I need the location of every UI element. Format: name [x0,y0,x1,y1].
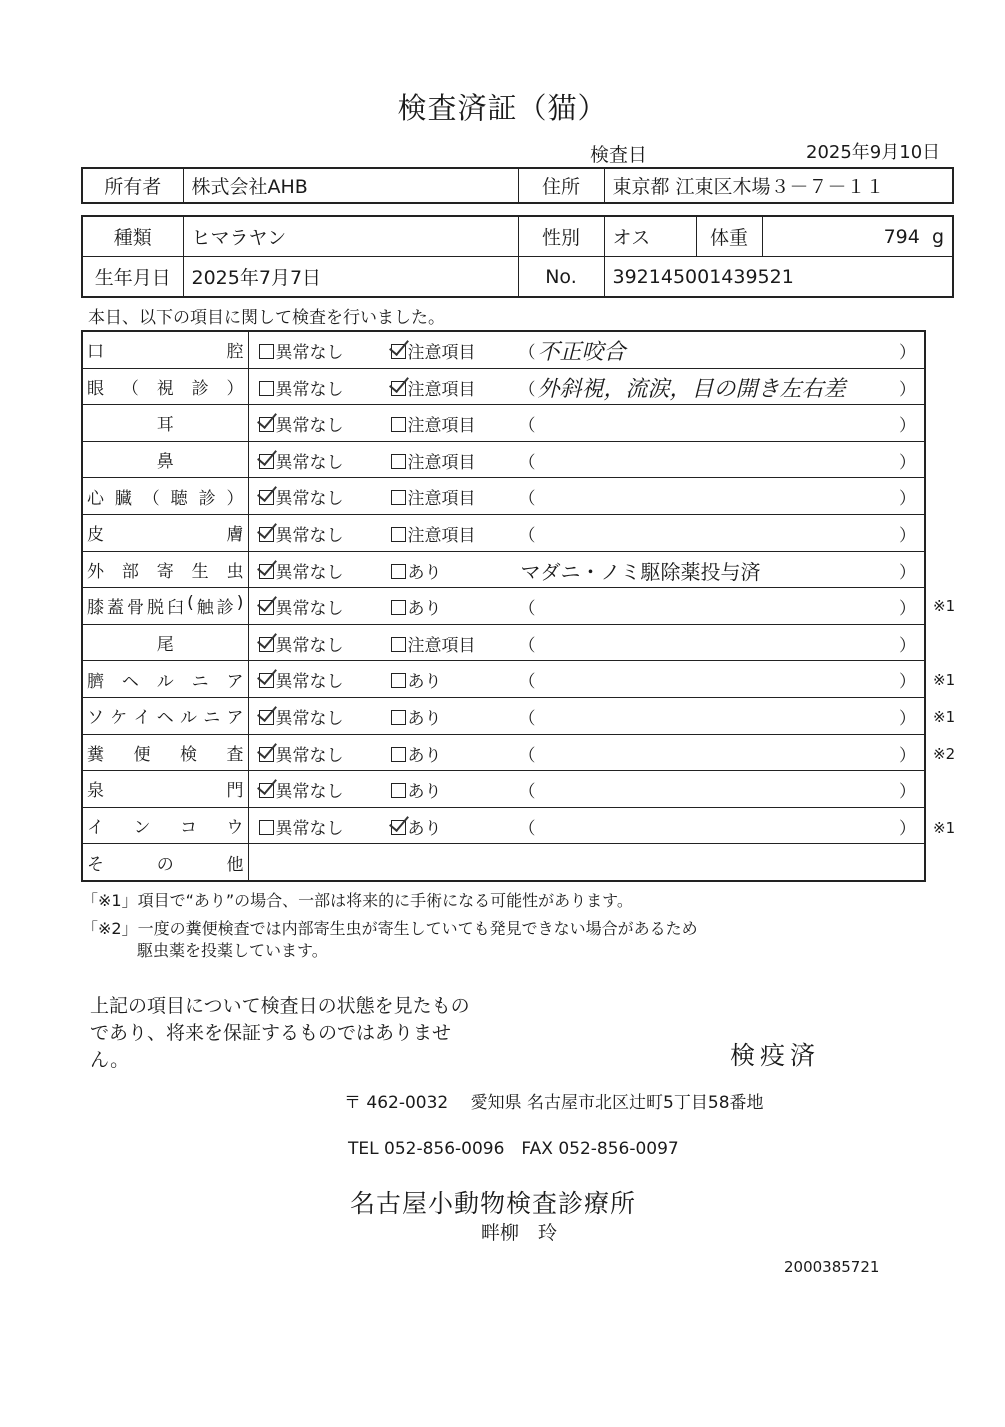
exam-item-char: 寄 [156,561,174,582]
exam-item-char: 診 [198,488,216,509]
note-paren-open: （ [518,708,536,729]
exam-item-char: ケ [110,708,128,729]
checked-checkbox-icon[interactable] [259,490,274,505]
note-paren-close: ） [899,343,916,363]
normal-option[interactable] [259,448,344,473]
exam-item-char: ） [226,378,244,399]
exam-item-label-cell [82,697,248,734]
exam-item-char: 耳 [156,415,174,436]
checked-checkbox-icon[interactable] [259,454,274,469]
note-paren-open: （ [518,672,536,693]
exam-row [82,368,925,405]
exam-item-char: イ [87,818,104,839]
checkbox-icon[interactable] [391,710,406,725]
note-paren-open: （ [518,416,536,437]
checkbox-icon[interactable] [391,490,406,505]
exam-row [82,405,925,442]
exam-note-handwritten: 外斜視，流涙，目の開き左右差 [537,376,846,402]
normal-option[interactable] [259,741,344,766]
sex-value: オス [604,216,696,257]
exam-note-handwritten: 不正咬合 [537,340,626,365]
exam-item-char: ニ [191,671,209,692]
note-paren-open: （ [518,343,536,363]
weight-unit: g [931,225,944,248]
exam-options-cell [248,771,925,808]
attention-option[interactable] [391,558,442,583]
no-value: 392145001439521 [604,257,953,298]
exam-item-char: 他 [226,854,244,875]
footnote-marker: ※1 [933,671,956,690]
note-paren-open: （ [518,745,536,766]
exam-item-label-cell [82,588,248,625]
exam-options-cell [248,368,925,405]
exam-item-label [87,593,244,618]
option-label: あり [407,782,442,803]
exam-item-char: 尾 [156,635,174,656]
exam-options-cell [248,478,925,515]
footnote-3: 駆虫薬を投薬しています。 [137,941,328,960]
exam-item-label [87,447,244,472]
clinic-address: 〒 462-0032 愛知県 名古屋市北区辻町5丁目58番地 [344,1093,764,1113]
checked-checkbox-icon[interactable] [259,600,274,615]
animal-table [81,215,954,298]
exam-item-label-cell [82,551,248,588]
exam-options-cell [248,734,925,771]
owner-table [81,167,954,204]
exam-item-char: ( [187,593,194,614]
breed-value: ヒマラヤン [183,216,518,257]
note-paren-close: ） [899,452,916,473]
exam-item-label-cell [82,405,248,442]
checked-checkbox-icon[interactable] [259,637,274,652]
weight-cell [762,216,953,257]
address-value: 東京都 江東区木場３－７－１１ [604,168,953,203]
exam-item-char: 診 [191,378,209,399]
address-label: 住所 [518,168,604,203]
certificate-number: 2000385721 [784,1258,880,1276]
exam-row [82,514,925,551]
dob-value: 2025年7月7日 [183,257,518,298]
exam-item-char: （ [142,488,160,509]
attention-option[interactable] [391,814,442,839]
exam-item-char: 門 [226,781,244,802]
option-label: 注意項目 [407,525,476,546]
exam-item-label-cell [82,734,248,771]
checked-checkbox-icon[interactable] [391,820,406,835]
option-label: 異常なし [275,708,344,729]
normal-option[interactable] [259,411,344,436]
exam-item-label [87,740,244,765]
footnote-marker: ※1 [933,597,956,616]
option-label: あり [407,599,442,620]
exam-item-label-cell [82,368,248,405]
checkbox-icon[interactable] [391,527,406,542]
exam-item-label [87,630,244,655]
option-label: 異常なし [275,745,344,766]
attention-option[interactable] [391,594,442,619]
note-paren-open: （ [518,782,536,803]
exam-row [82,624,925,661]
exam-item-char: ヘ [156,708,174,729]
footnote-marker: ※1 [933,708,956,726]
exam-item-char: ） [226,488,244,509]
checkbox-icon[interactable] [391,783,406,798]
exam-row [82,661,925,698]
exam-item-label [87,374,244,399]
note-paren-open: （ [518,489,536,510]
exam-options-cell [248,441,925,478]
exam-item-label [87,410,244,435]
option-label: 異常なし [275,343,344,363]
note-paren-open: （ [518,818,536,839]
exam-item-char: の [156,854,174,875]
exam-row [82,734,925,771]
exam-options-cell [248,588,925,625]
exam-options-cell [248,624,925,661]
option-label: 異常なし [275,672,344,693]
exam-item-char: 骨 [127,598,145,619]
normal-option[interactable] [259,594,344,619]
normal-option[interactable] [259,558,344,583]
disclaimer-text: 上記の項目について検査日の状態を見たものであり、将来を保証するものではありません。 [90,995,470,1071]
attention-option[interactable] [391,411,476,436]
inspection-stamp: 検疫済 [730,1041,821,1070]
option-label: 異常なし [275,452,344,473]
exam-item-char: コ [180,818,197,839]
exam-row [82,478,925,515]
checked-checkbox-icon[interactable] [259,673,274,688]
attention-option[interactable] [391,777,442,802]
exam-item-label [87,776,244,801]
exam-note: マダニ・ノミ駆除薬投与済 [520,559,761,584]
exam-item-char: 部 [121,561,139,582]
checked-checkbox-icon[interactable] [259,564,274,579]
attention-option[interactable] [391,448,476,473]
normal-option[interactable] [259,375,344,400]
checked-checkbox-icon[interactable] [259,417,274,432]
other-value-cell [248,844,925,881]
exam-options-cell [248,697,925,734]
option-label: あり [407,745,442,766]
attention-option[interactable] [391,484,476,509]
option-label: 注意項目 [407,635,476,656]
exam-item-char: 視 [156,378,174,399]
checked-checkbox-icon[interactable] [391,344,406,359]
note-paren-close: ） [899,525,916,546]
note-paren-close: ） [899,782,916,803]
exam-item-char: ソ [87,708,104,729]
other-label-cell [82,844,248,881]
exam-item-char: 臼 [167,598,185,619]
exam-row [82,771,925,808]
option-label: 注意項目 [407,379,476,400]
exam-item-char: 脱 [147,598,165,619]
attention-option[interactable] [391,667,442,692]
attention-option[interactable] [391,521,476,546]
clinic-phone-fax: TEL 052-856-0096 FAX 052-856-0097 [348,1139,679,1159]
exam-item-char: ウ [226,818,244,839]
note-paren-close: ） [899,635,916,656]
exam-item-char: 膚 [226,525,244,546]
exam-item-char: 蓋 [107,598,125,619]
exam-row [82,588,925,625]
option-label: あり [407,818,442,839]
checkbox-icon[interactable] [391,637,406,652]
intro-text: 本日、以下の項目に関して検査を行いました。 [88,308,445,328]
exam-item-label-cell [82,441,248,478]
exam-item-label [87,703,244,728]
exam-item-label-cell [82,331,248,368]
exam-item-char: 外 [87,561,104,582]
attention-option[interactable] [391,704,442,729]
exam-options-cell [248,514,925,551]
option-label: 異常なし [275,489,344,510]
exam-item-char: （ [121,378,139,399]
dob-label: 生年月日 [82,257,183,298]
exam-item-char: 眼 [87,378,104,399]
footnote-2: 「※2」一度の糞便検査では内部寄生虫が寄生していても発見できない場合があるため [82,919,698,938]
footnote-marker: ※1 [933,818,956,837]
exam-item-char: 腔 [226,342,244,363]
exam-item-char: ア [226,671,244,692]
option-label: 注意項目 [407,489,476,510]
checkbox-icon[interactable] [259,820,274,835]
normal-option[interactable] [259,704,344,729]
exam-row [82,551,925,588]
exam-item-char: 虫 [226,561,244,582]
exam-item-char: 心 [87,488,104,509]
checkbox-icon[interactable] [391,417,406,432]
exam-options-cell [248,807,925,844]
checkbox-icon[interactable] [391,747,406,762]
checkbox-icon[interactable] [259,381,274,396]
normal-option[interactable] [259,814,344,839]
note-paren-close: ） [899,672,916,693]
exam-item-label [87,484,244,509]
option-label: あり [407,672,442,693]
exam-item-char: 鼻 [156,452,174,473]
normal-option[interactable] [259,667,344,692]
note-paren-close: ） [899,416,916,437]
no-label: No. [518,257,604,298]
exam-row [82,697,925,734]
option-label: あり [407,708,442,729]
clinic-name: 名古屋小動物検査診療所 [350,1189,637,1218]
exam-item-label [87,520,244,545]
veterinarian-name: 畔柳 玲 [481,1222,558,1244]
weight-value: 794 [883,225,920,248]
option-label: 異常なし [275,782,344,803]
checked-checkbox-icon[interactable] [259,710,274,725]
exam-item-char: ル [156,671,174,692]
note-paren-close: ） [899,489,916,510]
other-label [87,850,244,875]
exam-row [82,331,925,368]
exam-item-char: 臓 [114,488,132,509]
exam-item-char: そ [87,854,104,875]
note-paren-close: ） [899,562,916,583]
checkbox-icon[interactable] [391,600,406,615]
exam-item-label [87,557,244,582]
page-title: 検査済証（猫） [397,91,608,125]
note-paren-open: （ [518,599,536,620]
exam-item-char: 臍 [87,671,104,692]
normal-option[interactable] [259,777,344,802]
note-paren-open: （ [518,379,536,400]
option-label: 注意項目 [407,416,476,437]
checked-checkbox-icon[interactable] [391,381,406,396]
exam-item-char: 生 [191,561,209,582]
breed-label: 種類 [82,216,183,257]
exam-item-char: 検 [180,744,197,765]
exam-item-char: ヘ [121,671,139,692]
exam-item-char: 触 [196,598,214,619]
exam-date-label: 検査日 [590,144,648,166]
checked-checkbox-icon[interactable] [259,783,274,798]
note-paren-close: ） [899,708,916,729]
owner-label: 所有者 [82,168,183,203]
option-label: あり [407,562,442,583]
exam-item-char: ル [180,708,197,729]
exam-item-char: 皮 [87,525,104,546]
exam-item-char: ) [236,593,244,614]
option-label: 注意項目 [407,452,476,473]
exam-item-char: 便 [133,744,151,765]
normal-option[interactable] [259,338,344,363]
option-label: 異常なし [275,416,344,437]
option-label: 異常なし [275,379,344,400]
weight-label: 体重 [696,216,762,257]
exam-item-char: 口 [87,342,104,363]
exam-item-char: 膝 [87,598,104,619]
exam-options-cell [248,661,925,698]
footnote-1: 「※1」項目で“あり”の場合、一部は将来的に手術になる可能性があります。 [82,891,633,910]
note-paren-close: ） [899,818,916,839]
exam-item-char: イ [133,708,151,729]
exam-item-label-cell [82,514,248,551]
exam-item-label-cell [82,661,248,698]
option-label: 異常なし [275,599,344,620]
exam-item-char: ア [226,708,244,729]
note-paren-open: （ [518,635,536,656]
note-paren-close: ） [899,379,916,400]
sex-label: 性別 [518,216,604,257]
exam-options-cell [248,405,925,442]
note-paren-close: ） [899,745,916,766]
exam-row [82,807,925,844]
checkbox-icon[interactable] [391,673,406,688]
checkbox-icon[interactable] [391,454,406,469]
option-label: 異常なし [275,562,344,583]
checked-checkbox-icon[interactable] [259,747,274,762]
option-label: 注意項目 [407,343,476,363]
attention-option[interactable] [391,375,476,400]
exam-item-label-cell [82,624,248,661]
exam-item-char: ニ [203,708,221,729]
exam-row [82,441,925,478]
normal-option[interactable] [259,631,344,656]
note-paren-open: （ [518,452,536,473]
exam-options-cell [248,331,925,368]
exam-item-char: 診 [216,598,234,619]
option-label: 異常なし [275,525,344,546]
exam-item-label-cell [82,478,248,515]
note-paren-close: ） [899,599,916,620]
exam-item-char: 査 [226,744,244,765]
exam-item-char: 糞 [87,744,104,765]
option-label: 異常なし [275,818,344,839]
exam-item-label-cell [82,771,248,808]
exam-item-label [87,337,244,362]
checked-checkbox-icon[interactable] [259,527,274,542]
exam-date-value: 2025年9月10日 [806,142,941,163]
exam-item-label-cell [82,807,248,844]
exam-item-char: 聴 [170,488,188,509]
exam-item-label [87,667,244,692]
normal-option[interactable] [259,521,344,546]
footnote-marker: ※2 [933,744,956,763]
normal-option[interactable] [259,484,344,509]
exam-item-label [87,813,244,838]
exam-options-cell [248,551,925,588]
option-label: 異常なし [275,635,344,656]
checkbox-icon[interactable] [391,564,406,579]
exam-item-char: 泉 [87,781,104,802]
note-paren-open: （ [518,525,536,546]
owner-value: 株式会社AHB [183,168,518,203]
checkbox-icon[interactable] [259,344,274,359]
exam-item-char: ン [133,818,151,839]
attention-option[interactable] [391,741,442,766]
exam-table [81,330,926,882]
attention-option[interactable] [391,338,476,363]
attention-option[interactable] [391,631,476,656]
